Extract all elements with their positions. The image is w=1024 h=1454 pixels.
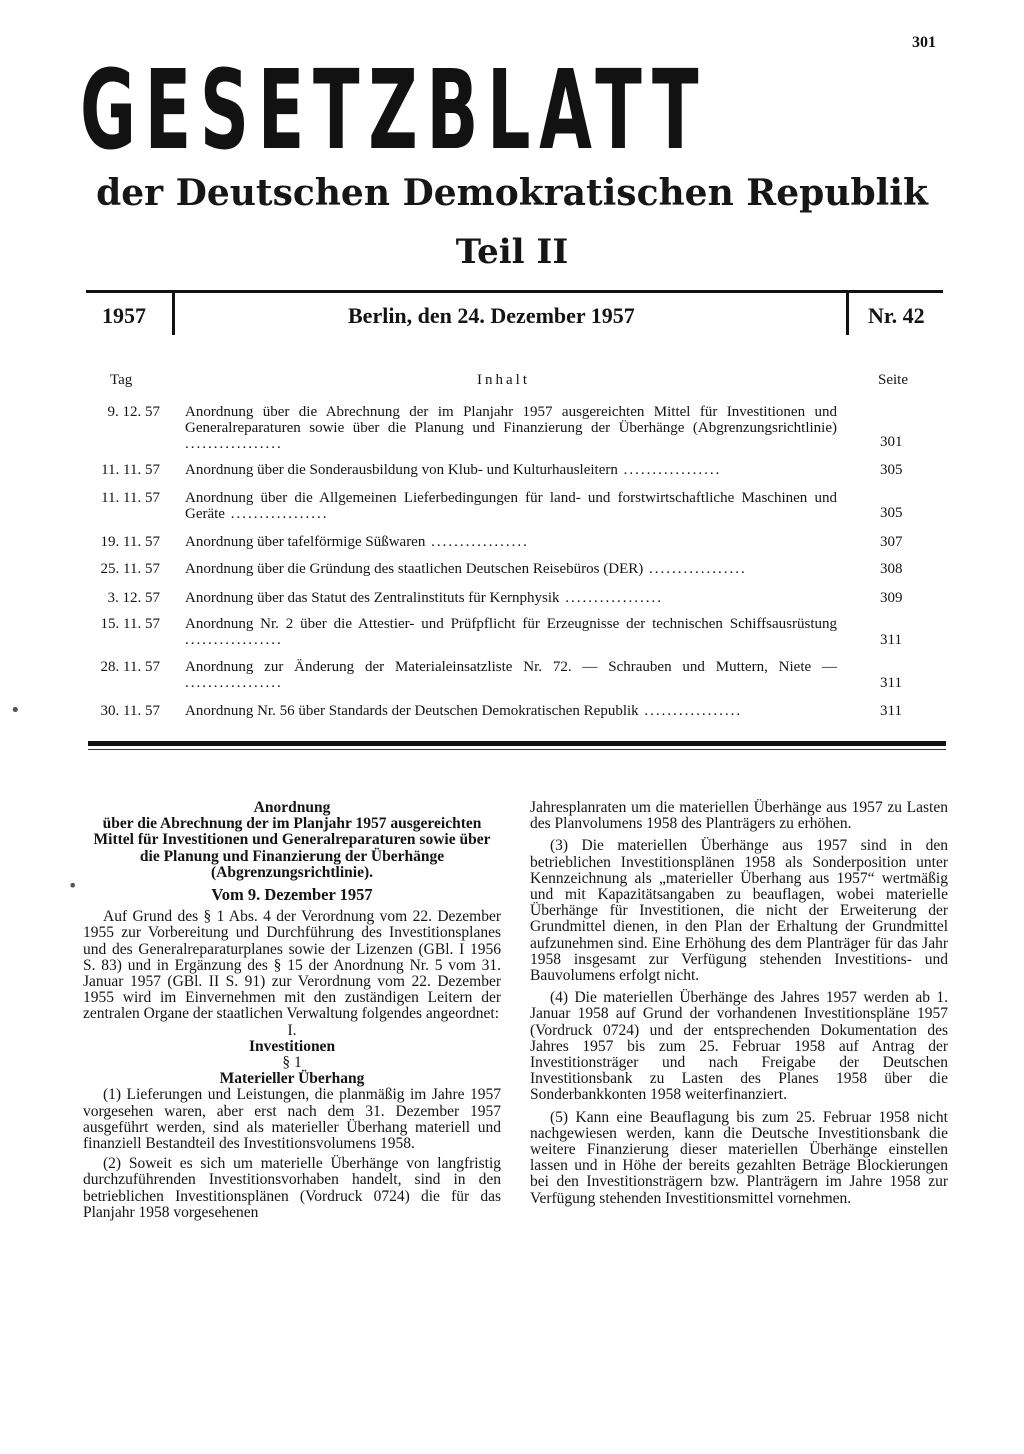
article-heading-sub: über die Abrechnung der im Planjahr 1957 ausgereichten Mittel für Investitionen und Generalreparaturen sowie über die Planung und Finanzierung der Überhänge (Abgrenzungsrichtlinie). — [93, 815, 491, 881]
paragraph-title: Materieller Überhang — [219, 1070, 365, 1088]
article-date: Vom 9. Dezember 1957 — [211, 885, 373, 905]
toc-entry-page: 311 — [880, 703, 902, 719]
article-paragraph: (2) Soweit es sich um materielle Überhänge von langfristig durchzuführenden Investitionsvorhaben handelt, sind in den betrieblichen Investitionsplänen (Vordruck 0724) die für das Planjahr 1958 vorgesehenen — [83, 1155, 501, 1221]
leader-dots: ................. — [559, 590, 664, 606]
article-paragraph: (5) Kann eine Beauflagung bis zum 25. Februar 1958 nicht nachgewiesen werden, kann die Deutsche Investitionsbank die weitere Finanzierung dieser materiellen Überhänge einstellen lassen und in Höhe der bereits gezahlten Beträge Blockierungen bei den Investitionsträgern bzw. Planträgern im Jahre 1958 zur Verfügung stehenden Investitionsmittel vornehmen. — [530, 1108, 948, 1207]
article-paragraph: Jahresplanraten um die materiellen Überhänge aus 1957 zu Lasten des Planvolumens 1958 des Planträgers zu erhöhen. — [530, 799, 948, 833]
toc-entry-date: 25. 11. 57 — [100, 561, 160, 577]
toc-entry-date: 30. 11. 57 — [100, 703, 160, 719]
divider — [846, 293, 849, 335]
leader-dots: ................. — [425, 534, 529, 550]
article-intro: Auf Grund des § 1 Abs. 4 der Verordnung vom 22. Dezember 1955 zur Vorbereitung und Durchführung des Investitionsplanes und des Generalreparaturplanes sowie der Lizenzen (GBl. I 1956 S. 83) und in Ergänzung des § 15 der Anordnung Nr. 5 vom 31. Januar 1957 (GBl. II S. 91) zur Verordnung vom 22. Dezember 1955 wird im Einvernehmen mit den zuständigen Leitern der zentralen Organe der staatlichen Verwaltung folgendes angeordnet: — [83, 908, 501, 1023]
article-paragraph: (1) Lieferungen und Leistungen, die planmäßig im Jahre 1957 vorgesehen waren, aber erst nach dem 31. Dezember 1957 ausgeführt werden, sind als materieller Überhang materiell und finanziell Bestandteil des Investitionsvolumens 1958. — [83, 1086, 501, 1153]
toc-entry-title: Anordnung Nr. 2 über die Attestier- und Prüfpflicht für Erzeugnisse der technischen Schiffsausrüstung ................. — [185, 616, 837, 648]
leader-dots: ................. — [638, 703, 743, 719]
toc-entry-date: 15. 11. 57 — [100, 616, 160, 632]
toc-col-page: Seite — [878, 372, 908, 388]
toc-entry-date: 11. 11. 57 — [101, 462, 160, 478]
toc-entry-title: Anordnung über die Allgemeinen Lieferbedingungen für land- und forstwirtschaftliche Maschinen und Geräte ................. — [185, 490, 837, 522]
toc-entry-date: 3. 12. 57 — [107, 590, 160, 606]
leader-dots: ................. — [617, 462, 722, 478]
leader-dots: ................. — [185, 436, 283, 452]
toc-entry-title: Anordnung zur Änderung der Materialeinsatzliste Nr. 72. — Schrauben und Muttern, Niete — ................. — [185, 659, 837, 691]
issue-year: 1957 — [102, 303, 146, 328]
toc-entry-page: 308 — [880, 561, 903, 577]
toc-entry-page: 301 — [880, 434, 903, 450]
toc-entry-title: Anordnung über die Gründung des staatlichen Deutschen Reisebüros (DER) ................. — [185, 561, 747, 577]
toc-entry-date: 9. 12. 57 — [107, 404, 160, 420]
toc-entry-title: Anordnung über die Abrechnung der im Planjahr 1957 ausgereichten Mittel für Investitionen und Generalreparaturen sowie über die Planung und Finanzierung der Überhänge (Abgrenzungsrichtlinie) ................. — [185, 404, 837, 452]
article-paragraph: (3) Die materiellen Überhänge aus 1957 sind in den betrieblichen Investitionsplänen 1958 als Sonderposition unter Kennzeichnung als „materieller Überhang aus 1957“ wertmäßig und mit Kapazitätsangaben zu beauflagen, wobei materielle Überhänge für Investitionen, die nicht der Erweiterung der Grundmittel dienen, in den Plan der Erhaltung der Grundmittel aufzunehmen sind. Eine Erhöhung des dem Planträger für das Jahr 1958 insgesamt zur Verfügung stehenden Investitions- und Bauvolumens erfolgt nicht. — [530, 837, 948, 985]
toc-entry-page: 309 — [880, 590, 903, 606]
leader-dots: ................. — [224, 506, 329, 522]
masthead-title: GESETZBLATT — [80, 46, 708, 174]
leader-dots: ................. — [185, 632, 283, 648]
toc-col-content: Inhalt — [477, 372, 530, 388]
toc-entry-title: Anordnung über tafelförmige Süßwaren ................. — [185, 534, 529, 550]
toc-entry-page: 307 — [880, 534, 903, 550]
article-right-column — [530, 800, 948, 1207]
section-number: I. — [287, 1021, 297, 1039]
leader-dots: ................. — [643, 561, 747, 577]
part-label: Teil II — [455, 232, 569, 272]
article-heading: Anordnung — [253, 799, 331, 816]
issue-number: Nr. 42 — [868, 303, 925, 328]
toc-entry-page: 305 — [880, 505, 903, 521]
toc-entry-page: 305 — [880, 462, 903, 478]
toc-entry-title: Anordnung Nr. 56 über Standards der Deutschen Demokratischen Republik ................. — [185, 703, 743, 719]
toc-entry-date: 28. 11. 57 — [100, 659, 160, 675]
article-left-column — [83, 800, 501, 1221]
paragraph-number: § 1 — [282, 1054, 302, 1072]
margin-mark: • — [10, 700, 21, 721]
divider-rule — [88, 741, 946, 746]
issue-place-date: Berlin, den 24. Dezember 1957 — [348, 303, 635, 328]
margin-mark: • — [68, 876, 78, 895]
toc-entry-date: 11. 11. 57 — [101, 490, 160, 506]
masthead-subtitle: der Deutschen Demokratischen Republik — [96, 172, 928, 214]
toc-entry-date: 19. 11. 57 — [100, 534, 160, 550]
toc-entry-page: 311 — [880, 675, 902, 691]
divider — [172, 293, 175, 335]
toc-entry-page: 311 — [880, 632, 902, 648]
toc-entry-title: Anordnung über die Sonderausbildung von Klub- und Kulturhausleitern ................. — [185, 462, 722, 478]
leader-dots: ................. — [185, 675, 283, 691]
article-paragraph: (4) Die materiellen Überhänge des Jahres 1957 werden ab 1. Januar 1958 auf Grund der vorhandenen Investitionspläne 1957 (Vordruck 0724) und der entsprechenden Dokumentation des Jahres 1957 bis zum 25. Februar 1958 auf Antrag der Investitionsträger und nach Freigabe der Deutschen Investitionsbank zu Lasten des Planes 1958 über die Sonderbankkonten 1958 weiterfinanziert. — [530, 989, 948, 1104]
divider-rule — [88, 749, 946, 750]
section-title: Investitionen — [248, 1037, 336, 1055]
toc-entry-title: Anordnung über das Statut des Zentralinstituts für Kernphysik ................. — [185, 590, 664, 606]
issue-info-bar — [86, 290, 943, 335]
toc-col-date: Tag — [110, 372, 133, 388]
page-number: 301 — [912, 34, 936, 51]
